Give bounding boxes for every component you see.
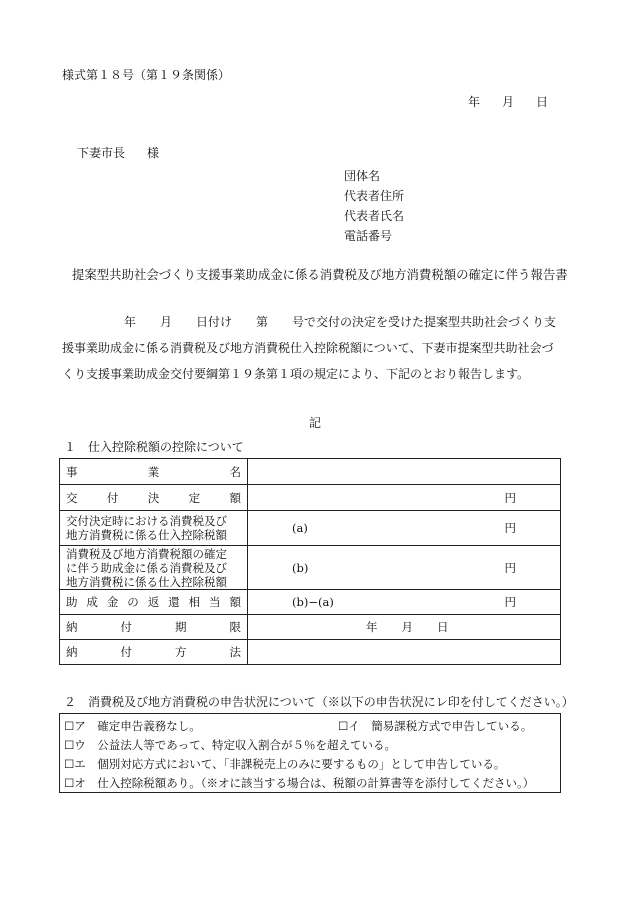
option-i-checkbox[interactable]: ☐イ 簡易課税方式で申告している。 — [338, 719, 533, 733]
document-title: 提案型共助社会づくり支援事業助成金に係る消費税及び地方消費税額の確定に伴う報告書 — [72, 267, 568, 282]
refund-amount-field[interactable] — [248, 590, 561, 615]
confirmed-deduction-field[interactable] — [248, 546, 561, 590]
body-line-2: 援事業助成金に係る消費税及び地方消費税仕入控除税額について、下妻市提案型共助社会づ — [62, 341, 554, 355]
filing-status-box — [59, 713, 561, 793]
table-row — [60, 615, 561, 640]
row-label-refund-amount: 助成金の返還相当額 — [60, 590, 248, 615]
yen-unit: 円 — [504, 560, 516, 575]
row-label-initial-deduction: 交付決定時における消費税及び 地方消費税に係る仕入控除税額 — [60, 511, 248, 546]
option-a-checkbox[interactable]: ☐ア 確定申告義務なし。 — [64, 719, 201, 733]
row-label-confirmed-deduction: 消費税及び地方消費税額の確定 に伴う助成金に係る消費税及び 地方消費税に係る仕入控除税額 — [60, 546, 248, 590]
option-u-checkbox[interactable]: ☐ウ 公益法人等であって、特定収入割合が５％を超えている。 — [64, 738, 396, 752]
option-e-checkbox[interactable]: ☐エ 個別対応方式において、「非課税売上のみに要するもの」として申告している。 — [64, 757, 506, 771]
payment-deadline-field[interactable]: 年 月 日 — [248, 615, 561, 640]
date-day: 日 — [536, 95, 549, 109]
list-item — [64, 717, 556, 736]
body-line-3: くり支援事業助成金交付要綱第１９条第１項の規定により、下記のとおり報告します。 — [62, 367, 530, 381]
yen-unit: 円 — [504, 595, 516, 609]
table-row — [60, 459, 561, 485]
phone-label: 電話番号 — [344, 229, 393, 243]
addressee-name: 下妻市長 — [77, 146, 126, 160]
submission-date — [468, 93, 548, 110]
addressee — [77, 144, 159, 161]
date-month: 月 — [502, 95, 515, 109]
row-label-project-name: 事業名 — [60, 459, 248, 485]
row-label-grant-amount: 交付決定額 — [60, 485, 248, 511]
table-row — [60, 485, 561, 511]
report-body — [62, 309, 570, 387]
row-label-payment-deadline: 納付期限 — [60, 615, 248, 640]
section2-heading: ２ 消費税及び地方消費税の申告状況について（※以下の申告状況にレ印を付してください。） — [64, 695, 574, 709]
row-label-payment-method: 納付方法 — [60, 640, 248, 665]
table-row — [60, 546, 561, 590]
ki-heading: 記 — [309, 416, 322, 430]
yen-unit: 円 — [504, 490, 516, 505]
table-row — [60, 640, 561, 665]
form-number: 様式第１８号（第１９条関係） — [62, 68, 231, 82]
symbol-a: (a) — [292, 521, 308, 535]
grant-amount-field[interactable] — [248, 485, 561, 511]
symbol-b: (b) — [292, 560, 309, 575]
table-row — [60, 511, 561, 546]
symbol-b-minus-a: (b)−(a) — [292, 595, 334, 609]
addressee-honorific: 様 — [147, 146, 160, 160]
yen-unit: 円 — [504, 521, 516, 535]
rep-name-label: 代表者氏名 — [344, 209, 405, 223]
tax-deduction-table — [59, 458, 561, 665]
section1-heading: １ 仕入控除税額の控除について — [64, 440, 244, 454]
table-row — [60, 590, 561, 615]
date-year: 年 — [468, 95, 481, 109]
org-name-label: 団体名 — [344, 169, 381, 183]
option-o-checkbox[interactable]: ☐オ 仕入控除税額あり。（※オに該当する場合は、税額の計算書等を添付してください。） — [64, 776, 535, 790]
body-line-1: 年 月 日付け 第 号で交付の決定を受けた提案型共助社会づくり支 — [124, 315, 557, 329]
rep-address-label: 代表者住所 — [344, 189, 405, 203]
project-name-field[interactable] — [248, 459, 561, 485]
initial-deduction-field[interactable] — [248, 511, 561, 546]
payment-method-field[interactable] — [248, 640, 561, 665]
organization-block — [344, 166, 404, 246]
